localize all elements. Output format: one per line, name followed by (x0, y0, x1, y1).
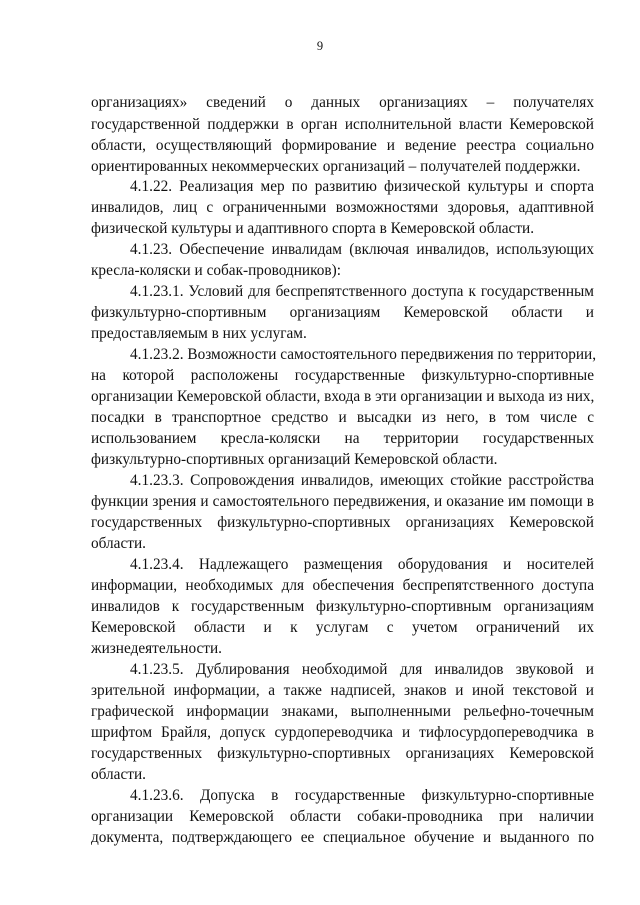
text-line: предоставляемым в них услугам. (91, 325, 307, 342)
text-line: жизнедеятельности. (91, 640, 222, 657)
text-line: использованием кресла-коляски на территории государственных (91, 430, 594, 447)
page-number: 9 (316, 39, 324, 53)
text-line: государственных физкультурно-спортивных организациях Кемеровской (91, 514, 594, 531)
text-line: шрифтом Брайля, допуск сурдопереводчика и тифлосурдопереводчика в (91, 724, 594, 741)
text-line: области. (91, 766, 146, 783)
text-line: инвалидов к государственным физкультурно-спортивным организациям (91, 598, 594, 615)
text-line: государственной поддержки в орган исполнительной власти Кемеровской (91, 116, 594, 133)
text-line: 4.1.22. Реализация мер по развитию физической культуры и спорта (130, 178, 594, 195)
text-line: зрительной информации, а также надписей, знаков и иной текстовой и (91, 682, 594, 699)
text-line: на которой расположены государственные физкультурно-спортивные (91, 367, 594, 384)
text-line: 4.1.23. Обеспечение инвалидам (включая инвалидов, использующих (130, 241, 594, 258)
text-line: информации, необходимых для обеспечения беспрепятственного доступа (91, 577, 594, 594)
text-line: 4.1.23.6. Допуска в государственные физкультурно-спортивные (130, 787, 594, 804)
text-line: документа, подтверждающего ее специальное обучение и выданного по (91, 829, 594, 846)
text-line: физической культуры и адаптивного спорта в Кемеровской области. (91, 220, 535, 237)
text-line: инвалидов, лиц с ограниченными возможностями здоровья, адаптивной (91, 199, 594, 216)
text-line: организации Кемеровской области, входа в эти организации и выхода из них, (91, 388, 595, 405)
text-line: организациях» сведений о данных организациях – получателях (91, 94, 594, 111)
text-line: ориентированных некоммерческих организаций – получателей поддержки. (91, 158, 581, 175)
text-line: физкультурно-спортивных организаций Кемеровской области. (91, 451, 498, 468)
text-line: Кемеровской области и к услугам с учетом ограничений их (91, 619, 594, 636)
text-line: государственных физкультурно-спортивных организациях Кемеровской (91, 745, 594, 762)
text-line: функции зрения и самостоятельного передвижения, и оказание им помощи в (91, 493, 594, 510)
text-line: посадки в транспортное средство и высадки из него, в том числе с (91, 409, 594, 426)
text-line: 4.1.23.5. Дублирования необходимой для инвалидов звуковой и (130, 661, 594, 678)
text-line: кресла-коляски и собак-проводников): (91, 262, 341, 279)
text-line: 4.1.23.4. Надлежащего размещения оборудования и носителей (130, 556, 594, 573)
text-line: области. (91, 535, 146, 552)
text-line: 4.1.23.2. Возможности самостоятельного передвижения по территории, (130, 346, 597, 363)
text-line: 4.1.23.3. Сопровождения инвалидов, имеющих стойкие расстройства (130, 472, 594, 489)
text-line: 4.1.23.1. Условий для беспрепятственного доступа к государственным (130, 283, 594, 300)
text-line: области, осуществляющий формирование и ведение реестра социально (91, 137, 594, 154)
text-line: графической информации знаками, выполненными рельефно-точечным (91, 703, 594, 720)
text-line: физкультурно-спортивным организациям Кемеровской области и (91, 304, 594, 321)
text-line: организации Кемеровской области собаки-проводника при наличии (91, 808, 594, 825)
